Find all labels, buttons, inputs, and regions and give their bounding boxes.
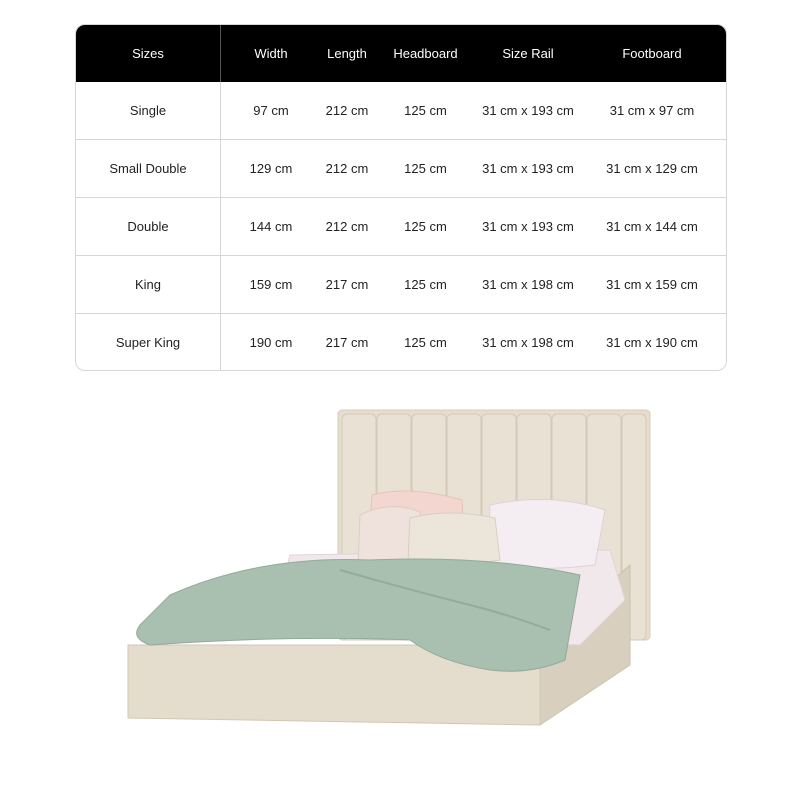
- size-table: [75, 24, 727, 371]
- row-footboard: 31 cm x 129 cm: [606, 161, 698, 176]
- row-footboard: 31 cm x 97 cm: [609, 103, 695, 118]
- row-size-name: Single: [76, 82, 221, 139]
- row-length: 217 cm: [325, 334, 369, 350]
- row-length: 212 cm: [325, 219, 369, 234]
- row-width: 97 cm: [253, 103, 289, 118]
- header-width: Width: [254, 46, 288, 61]
- table-row: [76, 313, 726, 370]
- row-footboard: 31 cm x 190 cm: [606, 334, 698, 350]
- row-size-name: Super King: [76, 314, 221, 370]
- row-size-rail: 31 cm x 198 cm: [482, 277, 574, 292]
- row-width: 190 cm: [249, 334, 293, 350]
- row-size-rail: 31 cm x 193 cm: [482, 161, 574, 176]
- row-length: 212 cm: [325, 103, 369, 118]
- row-size-name: Small Double: [76, 140, 221, 197]
- header-sizes: Sizes: [76, 25, 221, 82]
- row-footboard: 31 cm x 144 cm: [606, 219, 698, 234]
- table-header-row: [76, 25, 726, 82]
- row-headboard: 125 cm: [404, 219, 447, 234]
- header-size-rail: Size Rail: [502, 46, 554, 61]
- bed-product-image: [110, 400, 670, 740]
- header-headboard: Headboard: [393, 46, 458, 61]
- table-row: [76, 82, 726, 139]
- row-size-name: Double: [76, 198, 221, 255]
- row-width: 129 cm: [249, 161, 293, 176]
- row-headboard: 125 cm: [404, 161, 447, 176]
- row-width: 144 cm: [249, 219, 293, 234]
- row-width: 159 cm: [249, 277, 293, 292]
- row-size-rail: 31 cm x 198 cm: [482, 334, 574, 350]
- header-footboard: Footboard: [622, 46, 682, 61]
- table-row: [76, 139, 726, 197]
- header-length: Length: [327, 46, 367, 61]
- row-length: 217 cm: [325, 277, 369, 292]
- row-size-rail: 31 cm x 193 cm: [482, 219, 574, 234]
- row-headboard: 125 cm: [404, 334, 447, 350]
- row-size-name: King: [76, 256, 221, 313]
- table-row: [76, 197, 726, 255]
- row-headboard: 125 cm: [404, 103, 447, 118]
- row-length: 212 cm: [325, 161, 369, 176]
- row-headboard: 125 cm: [404, 277, 447, 292]
- table-row: [76, 255, 726, 313]
- row-size-rail: 31 cm x 193 cm: [482, 103, 574, 118]
- row-footboard: 31 cm x 159 cm: [606, 277, 698, 292]
